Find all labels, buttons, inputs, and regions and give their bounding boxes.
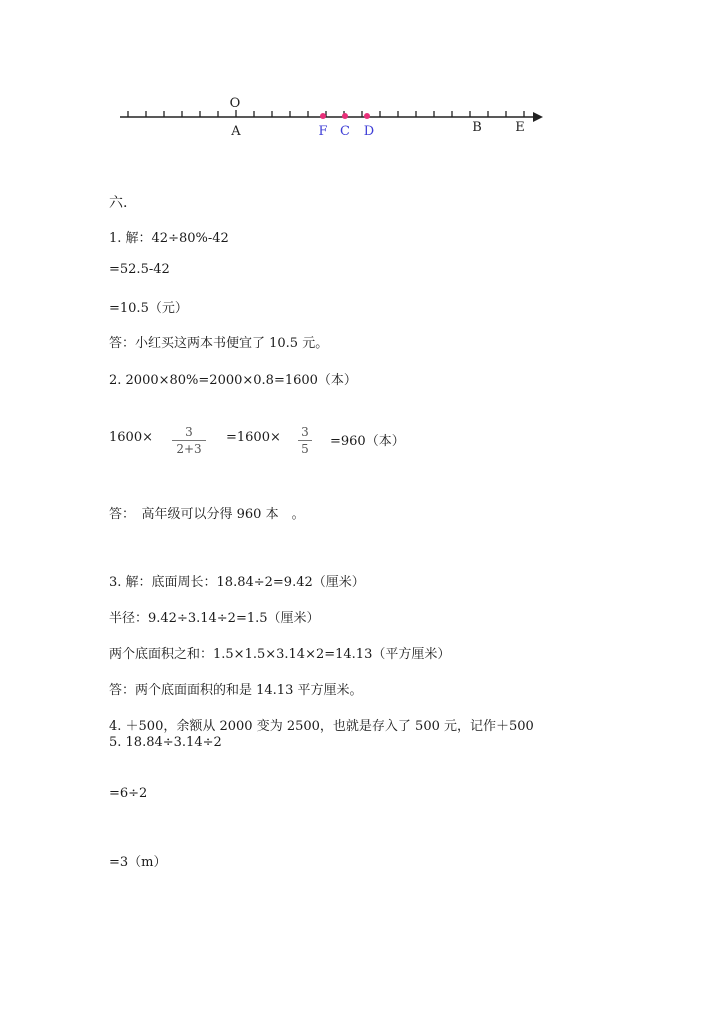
number-line-figure bbox=[0, 0, 720, 160]
fraction-1-denominator: 2+3 bbox=[176, 442, 202, 456]
fraction-2-numerator: 3 bbox=[301, 425, 309, 439]
answer-3-line-1: 3. 解：底面周长：18.84÷2=9.42（厘米） bbox=[109, 575, 365, 590]
answer-2-line-2-part-2: =1600× bbox=[226, 430, 281, 445]
answer-2-conclusion: 答： 高年级可以分得 960 本 。 bbox=[109, 507, 305, 522]
fraction-1-bar bbox=[172, 440, 206, 441]
answer-5-line-1: 5. 18.84÷3.14÷2 bbox=[109, 735, 222, 750]
section-title: 六. bbox=[109, 195, 128, 211]
point-c-dot bbox=[342, 113, 348, 119]
fraction-2-denominator: 5 bbox=[301, 442, 309, 456]
answer-3-line-2: 半径：9.42÷3.14÷2=1.5（厘米） bbox=[109, 611, 320, 626]
point-c-label: C bbox=[340, 124, 350, 139]
answer-1-conclusion: 答：小红买这两本书便宜了 10.5 元。 bbox=[109, 336, 329, 351]
answer-2-line-1: 2. 2000×80%=2000×0.8=1600（本） bbox=[109, 373, 357, 388]
point-d-label: D bbox=[363, 124, 375, 139]
point-b-label: B bbox=[472, 120, 482, 135]
answer-5-line-3: =3（m） bbox=[109, 855, 167, 870]
point-f-label: F bbox=[318, 124, 328, 139]
fraction-3-over-5 bbox=[298, 425, 312, 456]
answer-1-line-2: =52.5-42 bbox=[109, 262, 170, 277]
fraction-3-over-2-plus-3 bbox=[172, 425, 206, 456]
answer-3-line-3: 两个底面积之和：1.5×1.5×3.14×2=14.13（平方厘米） bbox=[109, 647, 451, 662]
number-line-ticks bbox=[128, 110, 524, 117]
point-d-dot bbox=[364, 113, 370, 119]
number-line-arrow bbox=[533, 112, 543, 122]
point-f-dot bbox=[320, 113, 326, 119]
answer-5-line-2: =6÷2 bbox=[109, 786, 148, 801]
answer-2-line-2-part-1: 1600× bbox=[109, 430, 153, 445]
answer-1-line-1: 1. 解：42÷80%-42 bbox=[109, 231, 229, 246]
point-e-label: E bbox=[515, 120, 525, 135]
answer-2-line-2-part-3: =960（本） bbox=[330, 434, 405, 449]
answer-1-line-3: =10.5（元） bbox=[109, 301, 188, 316]
answer-3-conclusion: 答：两个底面面积的和是 14.13 平方厘米。 bbox=[109, 683, 363, 698]
answer-4-line: 4. ＋500，余额从 2000 变为 2500，也就是存入了 500 元，记作＋500 bbox=[109, 719, 534, 734]
fraction-2-bar bbox=[298, 440, 312, 441]
origin-label: O bbox=[229, 96, 241, 111]
point-a-label: A bbox=[231, 124, 241, 139]
fraction-1-numerator: 3 bbox=[185, 425, 193, 439]
